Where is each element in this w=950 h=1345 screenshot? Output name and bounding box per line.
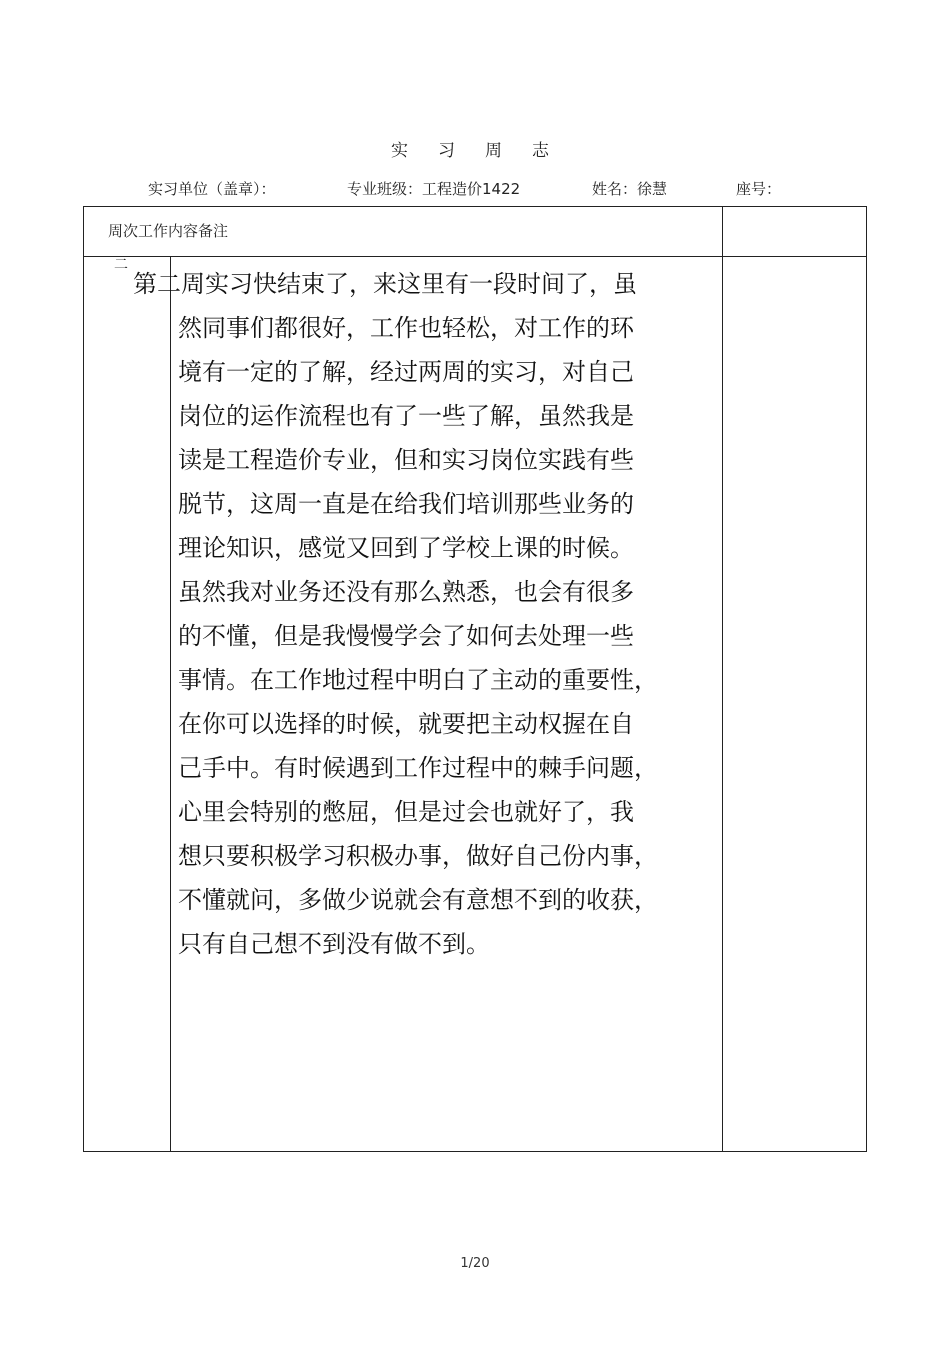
content-line: 事情。在工作地过程中明白了主动的重要性，	[178, 666, 658, 694]
name-field: 姓名：徐慧	[592, 180, 668, 196]
table-right-border	[866, 206, 867, 1152]
content-line: 然同事们都很好，工作也轻松，对工作的环	[178, 314, 634, 342]
page-number	[0, 1252, 950, 1268]
remark-column-divider	[722, 206, 723, 1152]
table-top-border	[83, 206, 867, 207]
content-body	[178, 306, 698, 966]
content-line: 不懂就问，多做少说就会有意想不到的收获，	[178, 886, 658, 914]
table-left-border	[83, 206, 84, 1152]
week-number: 二	[114, 257, 128, 273]
table-header-divider	[83, 256, 867, 257]
content-line-1: 第二周实习快结束了，来这里有一段时间了，虽	[133, 270, 637, 298]
content-line: 境有一定的了解，经过两周的实习，对自己	[178, 358, 634, 386]
week-column-divider	[170, 256, 171, 1152]
content-line: 己手中。有时候遇到工作过程中的棘手问题，	[178, 754, 658, 782]
content-line: 只有自己想不到没有做不到。	[178, 930, 490, 958]
content-line: 心里会特别的憋屈，但是过会也就好了，我	[178, 798, 634, 826]
content-line: 理论知识，感觉又回到了学校上课的时候。	[178, 534, 634, 562]
content-line: 岗位的运作流程也有了一些了解，虽然我是	[178, 402, 634, 430]
content-line: 脱节，这周一直是在给我们培训那些业务的	[178, 490, 634, 518]
table-header: 周次工作内容备注	[108, 222, 229, 240]
content-line: 的不懂，但是我慢慢学会了如何去处理一些	[178, 622, 634, 650]
content-line: 在你可以选择的时候，就要把主动权握在自	[178, 710, 634, 738]
seat-field: 座号：	[736, 180, 782, 196]
page-title: 实习周志	[391, 141, 579, 161]
content-line: 想只要积极学习积极办事，做好自己份内事，	[178, 842, 658, 870]
info-row	[0, 176, 950, 196]
unit-field: 实习单位（盖章）：	[148, 180, 276, 196]
major-field: 专业班级：工程造价1422	[347, 180, 521, 196]
content-line: 读是工程造价专业，但和实习岗位实践有些	[178, 446, 634, 474]
table-bottom-border	[83, 1151, 867, 1152]
page-number-text: 1/20	[460, 1256, 490, 1268]
content-line: 虽然我对业务还没有那么熟悉，也会有很多	[178, 578, 634, 606]
